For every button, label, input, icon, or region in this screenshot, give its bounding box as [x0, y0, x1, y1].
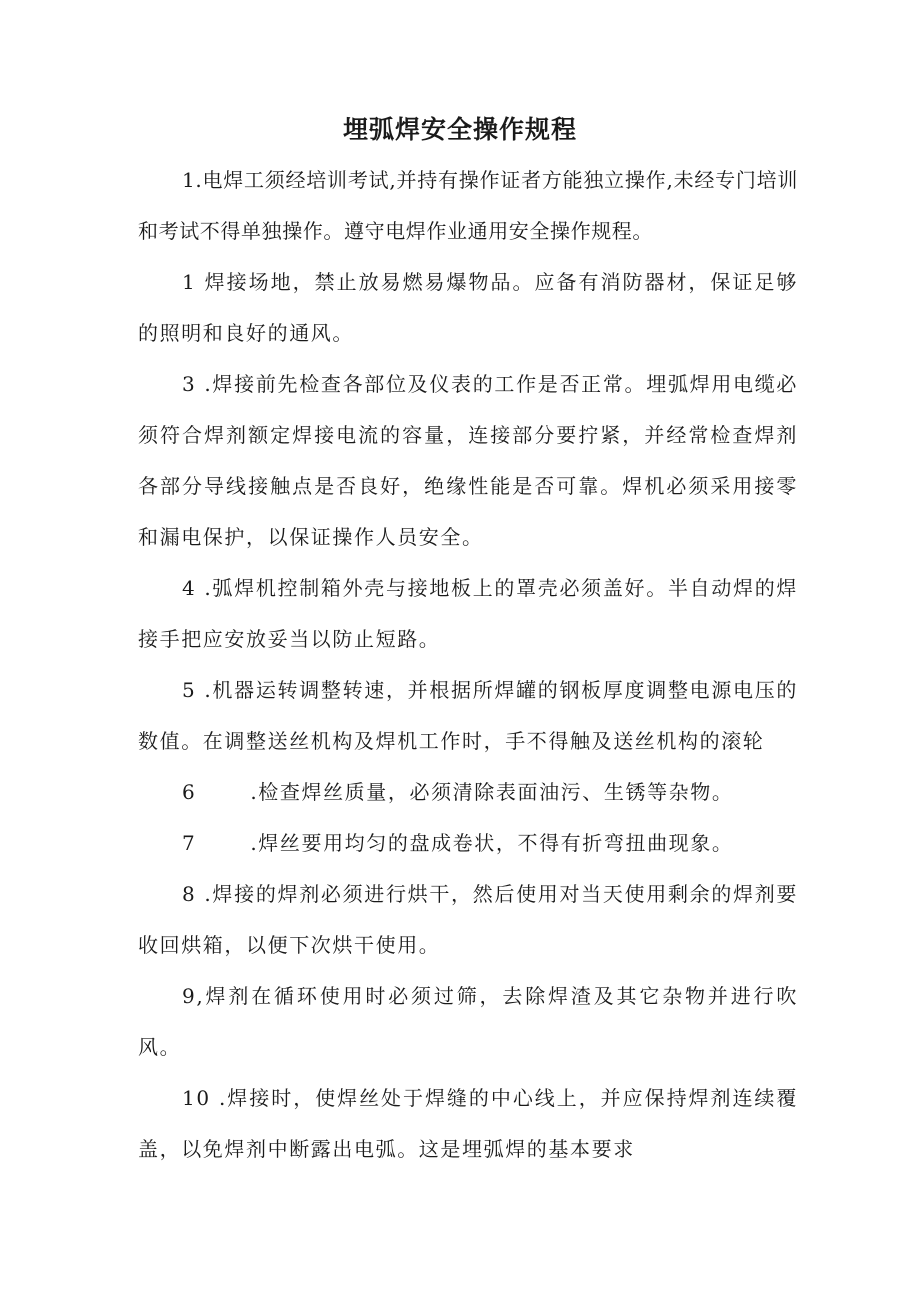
- paragraph-number: 1.: [182, 168, 203, 192]
- paragraph-number: 6: [182, 780, 197, 804]
- document-title: 埋弧焊安全操作规程: [342, 115, 577, 144]
- paragraph-number: 10 .: [182, 1086, 227, 1110]
- paragraph-number: 9,: [182, 984, 205, 1008]
- paragraph-number: 1: [182, 270, 205, 294]
- paragraph-text: 电焊工须经培训考试,并持有操作证者方能独立操作,未经专门培训和考试不得单独操作。遵守电焊作业通用安全操作规程。: [138, 168, 798, 243]
- paragraph-1: [138, 155, 798, 257]
- paragraph-number: 5 .: [182, 678, 213, 702]
- paragraph-text: 弧焊机控制箱外壳与接地板上的罩壳必须盖好。半自动焊的焊接手把应安放妥当以防止短路。: [138, 576, 798, 651]
- paragraph-2: [138, 257, 798, 359]
- paragraph-number: 4 .: [182, 576, 213, 600]
- paragraph-text: 机器运转调整转速，并根据所焊罐的钢板厚度调整电源电压的数值。在调整送丝机构及焊机工作时，手不得触及送丝机构的滚轮: [138, 678, 798, 753]
- paragraph-text: .焊丝要用均匀的盘成卷状，不得有折弯扭曲现象。: [250, 831, 734, 855]
- paragraph-number: 8 .: [182, 882, 213, 906]
- paragraph-text: 焊接场地，禁止放易燃易爆物品。应备有消防器材，保证足够的照明和良好的通风。: [138, 270, 798, 345]
- paragraph-6: [138, 767, 798, 818]
- paragraph-8: [138, 869, 798, 971]
- paragraph-text: .检查焊丝质量，必须清除表面油污、生锈等杂物。: [250, 780, 734, 804]
- paragraph-10: [138, 1073, 798, 1175]
- paragraph-text: 焊剂在循环使用时必须过筛，去除焊渣及其它杂物并进行吹风。: [138, 984, 798, 1059]
- paragraph-9: [138, 971, 798, 1073]
- paragraph-4: [138, 563, 798, 665]
- paragraph-3: [138, 359, 798, 563]
- paragraph-text: 焊接时，使焊丝处于焊缝的中心线上，并应保持焊剂连续覆盖，以免焊剂中断露出电弧。这是埋弧焊的基本要求: [138, 1086, 798, 1161]
- paragraph-7: [138, 818, 798, 869]
- paragraph-number: 7: [182, 831, 197, 855]
- paragraph-text: 焊接的焊剂必须进行烘干，然后使用对当天使用剩余的焊剂要收回烘箱，以便下次烘干使用。: [138, 882, 798, 957]
- paragraph-text: 焊接前先检查各部位及仪表的工作是否正常。埋弧焊用电缆必须符合焊剂额定焊接电流的容量，连接部分要拧紧，并经常检查焊剂各部分导线接触点是否良好，绝缘性能是否可靠。焊机必须采用接零和漏电保护，以保证操作人员安全。: [138, 372, 798, 549]
- paragraph-number: 3 .: [182, 372, 213, 396]
- paragraph-5: [138, 665, 798, 767]
- document-body: [138, 155, 798, 1175]
